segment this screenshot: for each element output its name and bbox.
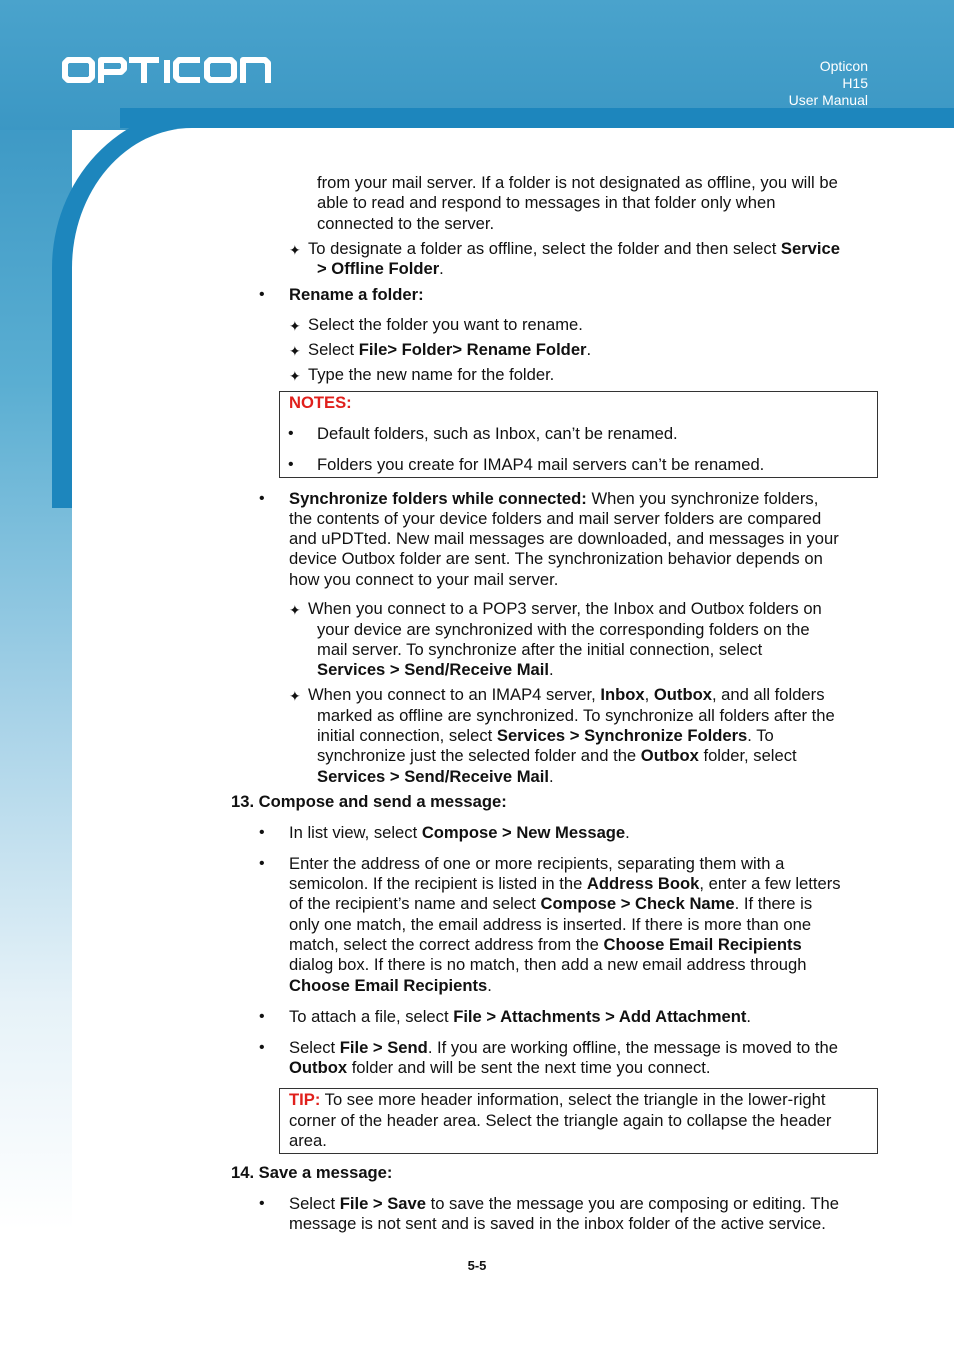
pop3-line: Services > Send/Receive Mail. [317, 660, 554, 679]
bullet-icon: • [259, 824, 265, 841]
save-line: message is not sent and is saved in the inbox folder of the active service. [289, 1214, 826, 1233]
sync-line-1: Synchronize folders while connected: When you synchronize folders, [289, 489, 819, 508]
doc-info-model: H15 [842, 75, 868, 91]
pop3-line: mail server. To synchronize after the initial connection, select [317, 640, 763, 659]
cross-bullet-icon: ✦ [289, 318, 301, 334]
compose-bullet-2: match, select the correct address from the Choose Email Recipients [289, 935, 802, 954]
cross-bullet-icon: ✦ [289, 688, 301, 704]
intro-line: connected to the server. [317, 214, 495, 233]
compose-bullet-2: only one match, the email address is inserted. If there is more than one [289, 915, 812, 934]
doc-info-title: User Manual [788, 92, 868, 108]
imap-line: Services > Send/Receive Mail. [317, 767, 554, 786]
cross-bullet-icon: ✦ [289, 368, 301, 384]
bullet-icon: • [259, 1008, 265, 1025]
tip-line: TIP: To see more header information, select the triangle in the lower-right [289, 1090, 826, 1109]
pop3-line: your device are synchronized with the corresponding folders on the [317, 620, 810, 639]
compose-bullet-1: In list view, select Compose > New Message. [289, 823, 630, 842]
imap-line: marked as offline are synchronized. To synchronize all folders after the [317, 706, 835, 725]
save-line: Select File > Save to save the message you are composing or editing. The [289, 1194, 839, 1213]
tip-line: corner of the header area. Select the triangle again to collapse the header [289, 1111, 832, 1130]
compose-bullet-4: Select File > Send. If you are working offline, the message is moved to the [289, 1038, 838, 1057]
rename-step-2: Select File> Folder> Rename Folder. [308, 340, 592, 359]
intro-line: able to read and respond to messages in that folder only when [317, 193, 776, 212]
cross-bullet-icon: ✦ [289, 343, 301, 359]
bullet-icon: • [259, 1039, 265, 1056]
bullet-icon: • [259, 855, 265, 872]
compose-bullet-4: Outbox folder and will be sent the next time you connect. [289, 1058, 711, 1077]
intro-line: from your mail server. If a folder is not designated as offline, you will be [317, 173, 838, 192]
cross-bullet-icon: ✦ [289, 242, 301, 258]
compose-bullet-2: dialog box. If there is no match, then add a new email address through [289, 955, 807, 974]
notes-label: NOTES: [289, 393, 352, 412]
rename-step-1: Select the folder you want to rename. [308, 315, 583, 334]
imap-line: initial connection, select Services > Synchronize Folders. To [317, 726, 774, 745]
rename-step-3: Type the new name for the folder. [308, 365, 555, 384]
note-item: Folders you create for IMAP4 mail servers can’t be renamed. [317, 455, 765, 474]
header-stripe [120, 108, 954, 128]
compose-bullet-2: Choose Email Recipients. [289, 976, 492, 995]
bullet-icon: • [259, 490, 265, 507]
opticon-logo-graphic [62, 56, 298, 84]
opticon-logo [62, 56, 298, 89]
sync-line: device Outbox folder are sent. The synchronization behavior depends on [289, 549, 823, 568]
document-info [789, 58, 868, 109]
sync-line: how you connect to your mail server. [289, 570, 559, 589]
page-number: 5-5 [467, 1258, 487, 1273]
save-heading: 14. Save a message: [231, 1163, 393, 1182]
offline-step-cont: > Offline Folder. [317, 259, 444, 278]
bullet-icon: • [288, 456, 294, 473]
compose-heading: 13. Compose and send a message: [231, 792, 507, 811]
note-item: Default folders, such as Inbox, can’t be renamed. [317, 424, 678, 443]
rename-heading: Rename a folder: [289, 285, 424, 304]
compose-bullet-2: semicolon. If the recipient is listed in the Address Book, enter a few letters [289, 874, 841, 893]
imap-line: When you connect to an IMAP4 server, Inbox, Outbox, and all folders [308, 685, 825, 704]
bullet-icon: • [288, 425, 294, 442]
bullet-icon: • [259, 1195, 265, 1212]
tip-line: area. [289, 1131, 327, 1150]
bullet-icon: • [259, 286, 265, 303]
offline-step: To designate a folder as offline, select the folder and then select Service [308, 239, 840, 258]
compose-bullet-2: Enter the address of one or more recipients, separating them with a [289, 854, 785, 873]
compose-bullet-3: To attach a file, select File > Attachments > Add Attachment. [289, 1007, 752, 1026]
pop3-line: When you connect to a POP3 server, the Inbox and Outbox folders on [308, 599, 822, 618]
cross-bullet-icon: ✦ [289, 602, 301, 618]
compose-bullet-2: of the recipient’s name and select Compose > Check Name. If there is [289, 894, 813, 913]
sync-line: and uPDTted. New mail messages are downloaded, and messages in your [289, 529, 839, 548]
sync-line: the contents of your device folders and mail server folders are compared [289, 509, 822, 528]
doc-info-company: Opticon [819, 58, 868, 74]
imap-line: synchronize just the selected folder and the Outbox folder, select [317, 746, 797, 765]
